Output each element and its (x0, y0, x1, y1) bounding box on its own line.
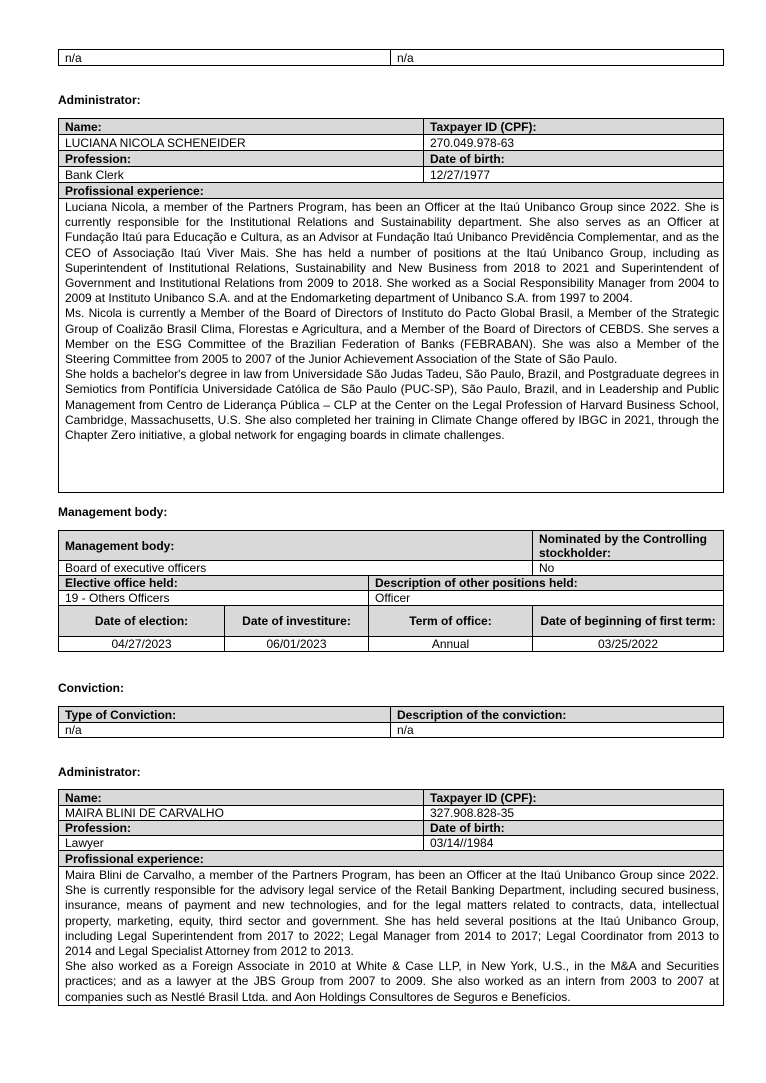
nominated-value: No (533, 561, 724, 576)
name-label: Name: (59, 790, 424, 806)
experience-paragraph: She also worked as a Foreign Associate in 2010 at White & Case LLP, in New York, U.S., in the M&A and Securities practices; and as a lawyer at the JBS Group from 2007 to 2009. She also worked as an intern from 2003 to 2007 at companies such as Nestlé Brasil Ltda. and Aon Holdings Consultores de Seguros e Benefícios. (65, 959, 719, 1004)
admin-profession: Lawyer (59, 836, 424, 851)
name-label: Name: (59, 119, 424, 135)
investiture-date-label: Date of investiture: (225, 606, 369, 637)
conviction-heading: Conviction: (58, 681, 124, 695)
conviction-description-label: Description of the conviction: (391, 707, 724, 723)
dob-label: Date of birth: (424, 821, 724, 836)
experience-label: Profissional experience: (59, 851, 724, 867)
experience-label: Profissional experience: (59, 183, 724, 199)
dob-label: Date of birth: (424, 151, 724, 167)
management-body-value: Board of executive officers (59, 561, 533, 576)
experience-text (59, 199, 724, 493)
admin-name: LUCIANA NICOLA SCHENEIDER (59, 135, 424, 151)
profession-label: Profession: (59, 151, 424, 167)
election-date: 04/27/2023 (59, 637, 225, 652)
admin-profession: Bank Clerk (59, 167, 424, 183)
nominated-label: Nominated by the Controlling stockholder: (533, 531, 724, 561)
management-body-label: Management body: (59, 531, 533, 561)
management-body-table (58, 530, 724, 652)
term-of-office-label: Term of office: (369, 606, 533, 637)
management-body-heading: Management body: (58, 505, 168, 519)
experience-paragraph: Ms. Nicola is currently a Member of the Board of Directors of Instituto do Pacto Global Brasil, a Member of the Strategic Group of Coalizão Brasil Clima, Florestas e Agricultura, and a Member of the Board of Directors of CEBDS. She serves a Member on the ESG Committee of the Brazilian Federation of Banks (FEBRABAN). She was also a Member of the Steering Committee from 2005 to 2007 of the Junior Achievement Association of the State of São Paulo. (65, 306, 719, 367)
top-conviction-type: n/a (59, 50, 391, 66)
elective-office-value: 19 - Others Officers (59, 591, 369, 606)
admin-dob: 12/27/1977 (424, 167, 724, 183)
conviction-table (58, 706, 724, 738)
taxpayer-label: Taxpayer ID (CPF): (424, 790, 724, 806)
admin-name: MAIRA BLINI DE CARVALHO (59, 806, 424, 821)
admin-taxpayer-id: 270.049.978-63 (424, 135, 724, 151)
administrator-2-heading: Administrator: (58, 765, 141, 779)
first-term-date-label: Date of beginning of first term: (533, 606, 724, 637)
profession-label: Profession: (59, 821, 424, 836)
elective-office-label: Elective office held: (59, 576, 369, 591)
administrator-1-table (58, 118, 724, 493)
top-conviction-table (58, 49, 724, 66)
experience-paragraph: Maira Blini de Carvalho, a member of the Partners Program, has been an Officer at the Itaú Unibanco Group since 2022. She is currently responsible for the advisory legal service of the Retail Banking Department, including secured business, insurance, means of payment and new technologies, and for the legal matters related to contracts, data, intellectual property, marketing, equity, third sector and government. She has held several positions at the Itaú Unibanco Group, including Legal Superintendent from 2017 to 2022; Legal Manager from 2014 to 2017; Legal Coordinator from 2013 to 2014 and Legal Specialist Attorney from 2012 to 2013. (65, 868, 719, 959)
conviction-description: n/a (391, 723, 724, 738)
administrator-2-table (58, 789, 724, 1006)
experience-text (59, 867, 724, 1006)
conviction-type: n/a (59, 723, 391, 738)
conviction-type-label: Type of Conviction: (59, 707, 391, 723)
admin-taxpayer-id: 327.908.828-35 (424, 806, 724, 821)
top-conviction-description: n/a (391, 50, 724, 66)
taxpayer-label: Taxpayer ID (CPF): (424, 119, 724, 135)
admin-dob: 03/14//1984 (424, 836, 724, 851)
other-positions-value: Officer (369, 591, 724, 606)
investiture-date: 06/01/2023 (225, 637, 369, 652)
other-positions-label: Description of other positions held: (369, 576, 724, 591)
experience-paragraph: Luciana Nicola, a member of the Partners Program, has been an Officer at the Itaú Unibanco Group since 2022. She is currently responsible for the Institutional Relations and Sustainability department. She also serves as an Officer at Fundação Itaú para Educação e Cultura, as an Advisor at Fundação Itaú Unibanco Previdência Complementar, and as the CEO of Associação Itaú Viver Mais. She has held a number of positions at the Itaú Unibanco Group, including as Superintendent of Institutional Relations, Sustainability and New Business from 2018 to 2021 and Superintendent of Government and Institutional Relations from 2009 to 2018. She worked as a Social Responsibility Manager from 2004 to 2009 at Instituto Unibanco S.A. and at the Endomarketing department of Unibanco S.A. from 1997 to 2004. (65, 200, 719, 306)
term-of-office: Annual (369, 637, 533, 652)
administrator-1-heading: Administrator: (58, 93, 141, 107)
election-date-label: Date of election: (59, 606, 225, 637)
experience-paragraph: She holds a bachelor's degree in law from Universidade São Judas Tadeu, São Paulo, Brazil, and Postgraduate degrees in Semiotics from Pontifícia Universidade Católica de São Paulo (PUC-SP), São Paulo, Brazil, and in Leadership and Public Management from Centro de Liderança Pública – CLP at the Center on the Legal Profession of Harvard Business School, Cambridge, Massachusetts, U.S. She also completed her training in Climate Change offered by IBGC in 2021, through the Chapter Zero initiative, a global network for engaging boards in climate challenges. (65, 367, 719, 443)
first-term-date: 03/25/2022 (533, 637, 724, 652)
